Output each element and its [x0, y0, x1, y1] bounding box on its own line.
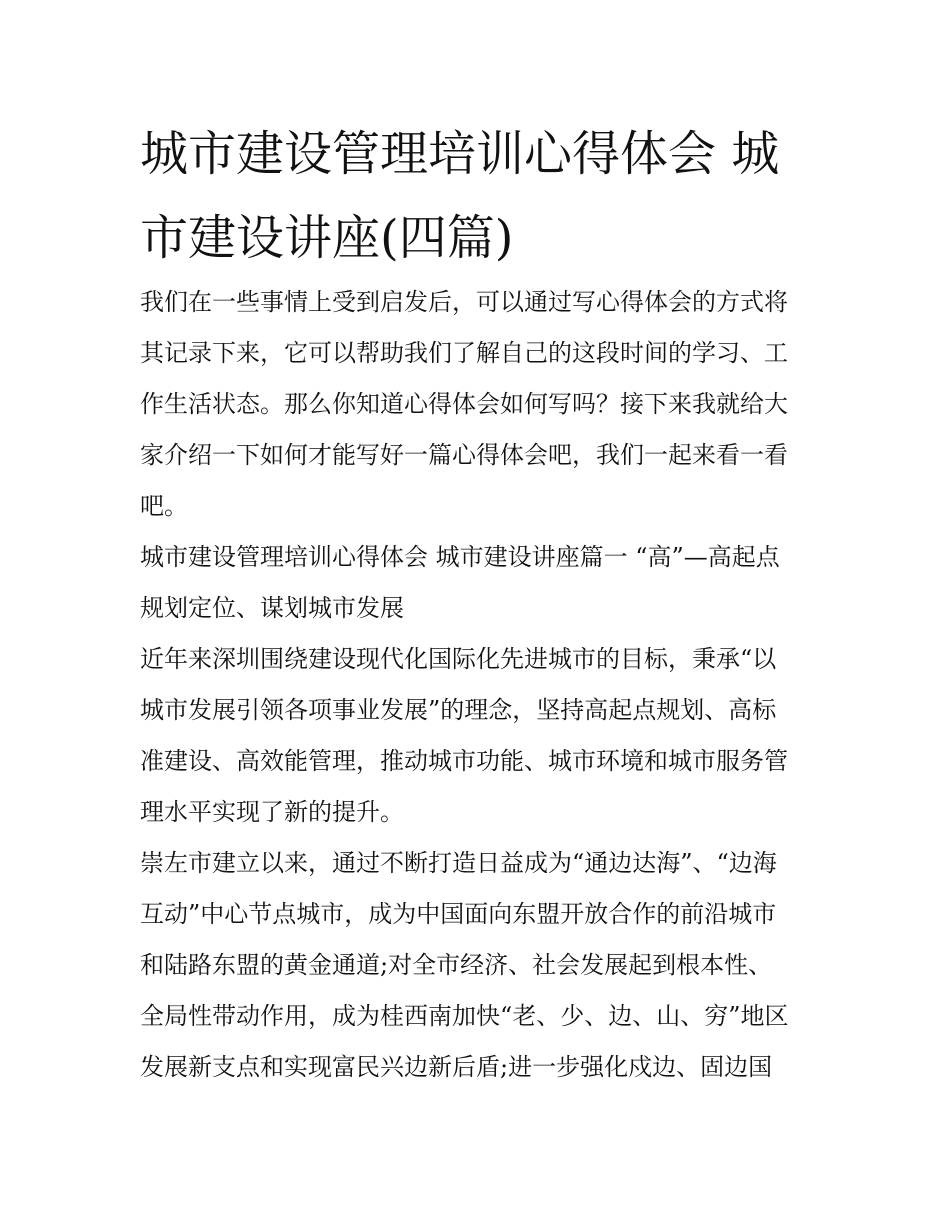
text-line: 全局性带动作用，成为桂西南加快“老、少、边、山、穷”地区	[140, 1002, 789, 1030]
text-line: 崇左市建立以来，通过不断打造日益成为“通边达海”、“边海	[140, 849, 777, 877]
intro-paragraph	[140, 277, 820, 532]
document-body	[140, 277, 820, 1093]
document-title	[140, 112, 820, 280]
chongzuo-paragraph	[140, 838, 820, 1093]
text-line: 家介绍一下如何才能写好一篇心得体会吧，我们一起来看一看	[140, 441, 788, 469]
section-heading-paragraph	[140, 532, 820, 634]
text-line: 和陆路东盟的黄金通道;对全市经济、社会发展起到根本性、	[140, 951, 773, 979]
title-line: 城市建设管理培训心得体会 城	[140, 126, 780, 182]
shenzhen-paragraph	[140, 634, 820, 838]
text-line: 城市建设管理培训心得体会 城市建设讲座篇一 “高”—高起点	[140, 543, 780, 571]
text-line: 发展新支点和实现富民兴边新后盾;进一步强化戍边、固边国	[140, 1053, 773, 1081]
title-line: 市建设讲座(四篇)	[140, 210, 514, 266]
text-line: 准建设、高效能管理，推动城市功能、城市环境和城市服务管	[140, 747, 788, 775]
text-line: 理水平实现了新的提升。	[140, 798, 404, 826]
text-line: 规划定位、谋划城市发展	[140, 594, 404, 622]
text-line: 我们在一些事情上受到启发后，可以通过写心得体会的方式将	[140, 288, 788, 316]
text-line: 其记录下来，它可以帮助我们了解自己的这段时间的学习、工	[140, 339, 788, 367]
text-line: 作生活状态。那么你知道心得体会如何写吗？接下来我就给大	[140, 390, 788, 418]
text-line: 吧。	[140, 492, 188, 520]
text-line: 近年来深圳围绕建设现代化国际化先进城市的目标，秉承“以	[140, 645, 777, 673]
text-line: 互动”中心节点城市，成为中国面向东盟开放合作的前沿城市	[140, 900, 777, 928]
text-line: 城市发展引领各项事业发展”的理念，坚持高起点规划、高标	[140, 696, 777, 724]
